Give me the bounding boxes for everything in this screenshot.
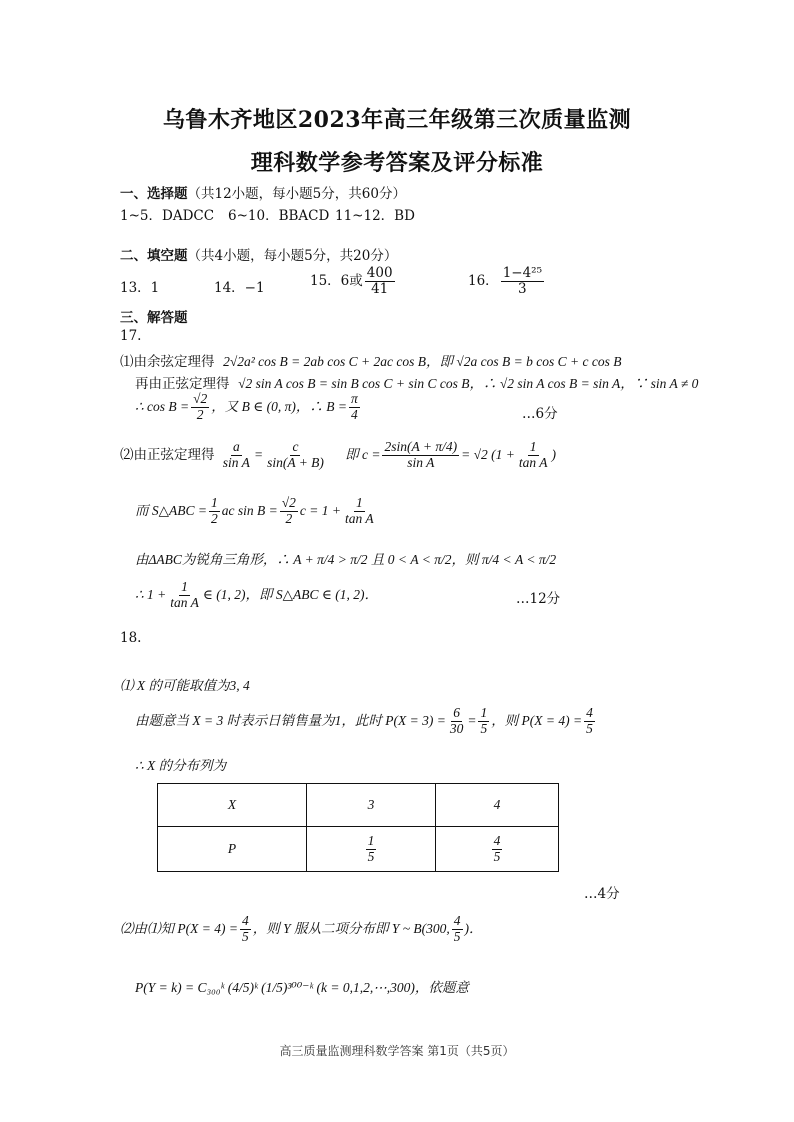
section-solution [120,306,188,326]
q18-part2-line2: P(Y = k) = C₃₀₀ᵏ (4/5)ᵏ (1/5)³⁰⁰⁻ᵏ (k = 0,1,2,⋯,300)，依题意 [135,980,469,995]
choice-answers-2: 6~10．BBACD [228,208,330,224]
table-cell: 3 [307,784,436,827]
q18-label: 18. [120,630,142,646]
section-choice-note: （共12小题，每小题5分，共60分） [187,186,406,202]
choice-answers-3: 11~12．BD [335,208,415,224]
section-fill-note: （共4小题，每小题5分，共20分） [187,248,398,264]
q17-label: 17. [120,328,142,344]
section-choice [120,182,406,202]
choice-answers-1: 1~5．DADCC [120,208,215,224]
table-cell: P [158,827,307,872]
q17-part2-line3: 由ΔABC为锐角三角形，∴ A + π/4 > π/2 且 0 < A < π/2，则 π/4 < A < π/2 [135,552,557,567]
table-row [158,827,559,872]
answer-14: 14．−1 [214,280,265,296]
q18-part1-score: …4分 [584,886,620,902]
answer-16-prefix: 16． [468,272,499,289]
page-title: 乌鲁木齐地区2023年高三年级第三次质量监测 [162,107,632,133]
q17-part2-line1: ⑵由正弦定理得 $\frac{a}{\text{sin A}}$ = $\frac{c}{\sin(A + B)}$ 即 c = $\frac{2\sin(A + \pi/4)}{\text{sin A}}$ = √2 (1 + $\frac{1}{\text{tan A}}$ ) [120,439,556,470]
answer-16-fraction: $\frac{\text{1−4²⁵}}{3}$ [502,265,543,297]
q18-part1-line2: 由题意当 X = 3 时表示日销售量为1，此时 P(X = 3) = $\frac{6}{30}$ = $\frac{1}{5}$ ，则 P(X = 4) = $\frac{4}{5}$ [135,705,593,736]
section-fill [120,244,397,264]
answer-15-fraction: $\frac{400}{41}$ [366,265,393,297]
q18-part1-line1: ⑴ X 的可能取值为3, 4 [120,678,250,693]
table-cell: $\frac{1}{5}$ [307,827,436,872]
table-cell: $\frac{4}{5}$ [436,827,559,872]
q17-part1-score: …6分 [522,406,558,422]
q17-part1-line3: ∴ cos B = $\frac{√2}{2}$ ，又 B ∈ (0, π)，∴ B = $\frac{\pi}{4}$ [135,391,358,422]
q17-part1-line2: 再由正弦定理得 √2 sin A cos B = sin B cos C + sin C cos B，∴ √2 sin A cos B = sin A，∵ sin A ≠ 0 [135,376,699,392]
q17-part2-line2: 而 S△ABC = $\frac{1}{2}$ ac sin B = $\frac{√2}{2}$ c = 1 + $\frac{1}{\text{tan A}}$ [135,495,374,526]
table-row [158,784,559,827]
page-subtitle: 理科数学参考答案及评分标准 [250,150,544,176]
section-choice-heading: 一、选择题 [120,186,188,202]
answer-13: 13．1 [120,280,160,296]
q17-part2-score: …12分 [516,591,561,607]
q18-part1-line3: ∴ X 的分布列为 [135,758,227,773]
q17-part2-line4: ∴ 1 + $\frac{1}{\text{tan A}}$ ∈ (1, 2)，即 S△ABC ∈ (1, 2)． [135,579,378,610]
section-fill-heading: 二、填空题 [120,248,188,264]
answer-16 [468,266,546,297]
table-cell: X [158,784,307,827]
q18-part2-line1: ⑵由⑴知 P(X = 4) = $\frac{4}{5}$ ，则 Y 服从二项分布即 Y ~ B(300, $\frac{4}{5}$ )． [120,913,483,944]
q17-part1-line1: ⑴由余弦定理得 2√2a² cos B = 2ab cos C + 2ac cos B，即 √2a cos B = b cos C + c cos B [120,354,622,370]
distribution-table [157,783,559,872]
page-footer: 高三质量监测理科数学答案 第1页（共5页） [279,1044,515,1058]
table-cell: 4 [436,784,559,827]
answer-15 [310,266,397,297]
section-solution-heading: 三、解答题 [120,310,188,326]
answer-15-prefix: 15．6或 [310,272,363,289]
